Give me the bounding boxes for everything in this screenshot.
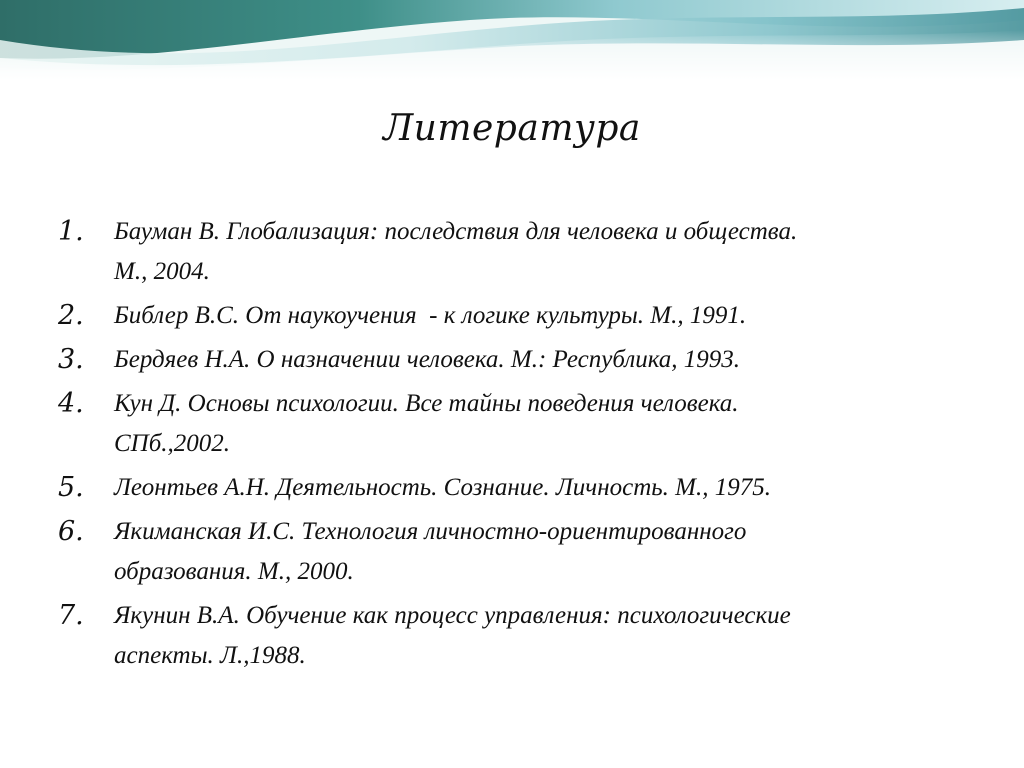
reference-text: Якунин В.А. Обучение как процесс управления: психологические аспекты. Л.,1988. (114, 602, 791, 669)
reference-item (58, 596, 978, 676)
reference-text: Бердяев Н.А. О назначении человека. М.: Республика, 1993. (114, 346, 741, 373)
reference-item (58, 468, 978, 508)
reference-item (58, 340, 978, 380)
reference-item (58, 296, 978, 336)
reference-text: Якиманская И.С. Технология личностно-ориентированного образования. М., 2000. (114, 518, 747, 585)
reference-item (58, 384, 978, 464)
reference-text: Леонтьев А.Н. Деятельность. Сознание. Личность. М., 1975. (114, 474, 771, 501)
reference-number: 3. (58, 344, 84, 375)
reference-number: 1. (58, 216, 84, 247)
reference-number: 4. (58, 388, 84, 419)
reference-text: Библер В.С. От наукоучения - к логике культуры. М., 1991. (114, 302, 747, 329)
reference-number: 5. (58, 472, 84, 503)
reference-text: Кун Д. Основы психологии. Все тайны поведения человека. СПб.,2002. (114, 390, 739, 457)
reference-text: Бауман В. Глобализация: последствия для человека и общества. М., 2004. (114, 218, 798, 285)
reference-number: 6. (58, 516, 84, 547)
reference-item (58, 212, 978, 292)
reference-list (58, 212, 978, 680)
reference-number: 2. (58, 300, 84, 331)
reference-item (58, 512, 978, 592)
wave-banner-decoration (0, 0, 1024, 80)
slide-title: Литература (383, 108, 641, 149)
reference-number: 7. (58, 600, 84, 631)
